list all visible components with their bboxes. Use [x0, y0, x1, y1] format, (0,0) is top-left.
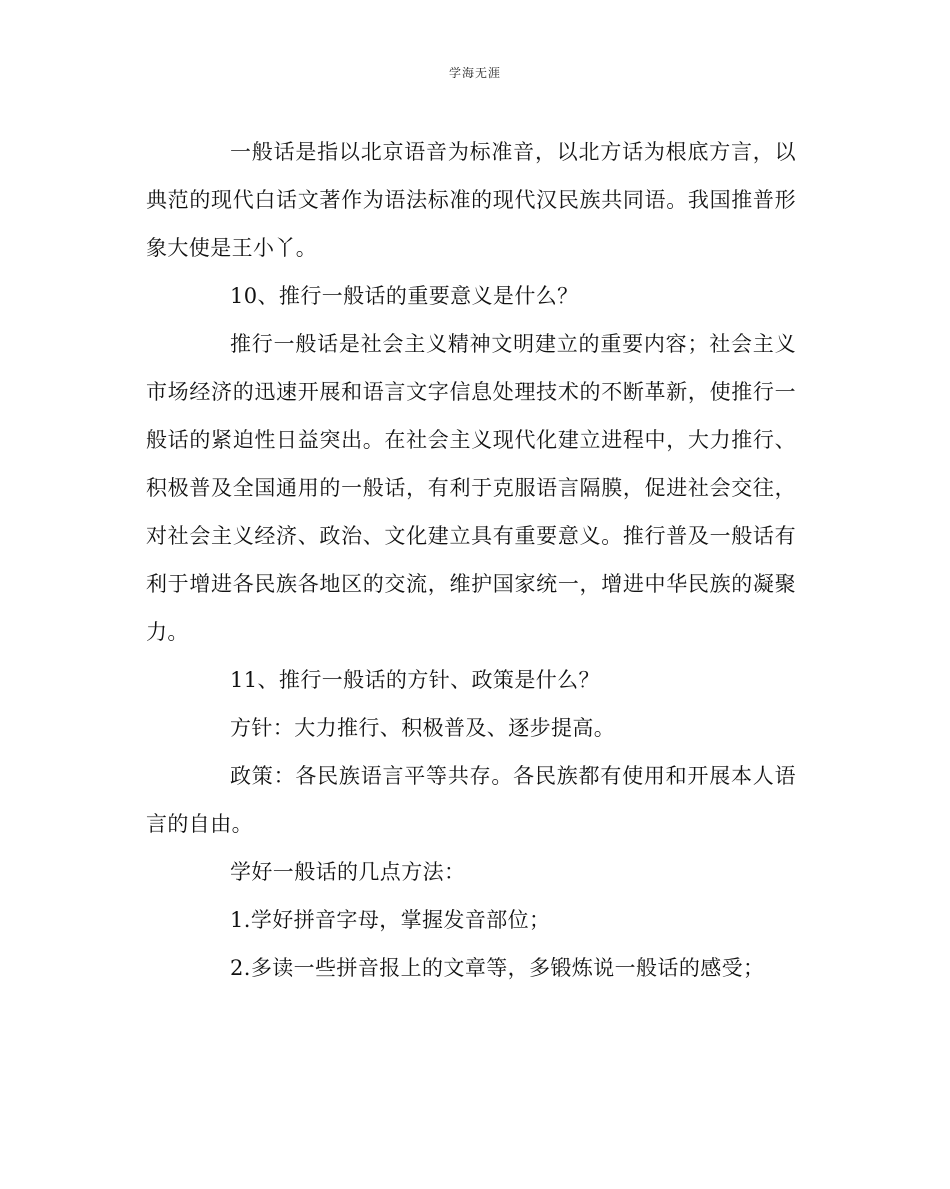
methods-heading: 学好一般话的几点方法：: [230, 860, 466, 884]
method-item-1: 1.学好拼音字母，掌握发音部位；: [230, 908, 551, 932]
paragraph-policy-guideline: 方针：大力推行、积极普及、逐步提高。: [230, 716, 616, 740]
document-body: [146, 128, 796, 992]
method-item-2: 2.多读一些拼音报上的文章等，多锻炼说一般话的感受；: [230, 956, 765, 980]
paragraph-significance: 推行一般话是社会主义精神文明建立的重要内容；社会主义市场经济的迅速开展和语言文字信息处理技术的不断革新，使推行一般话的紧迫性日益突出。在社会主义现代化建立进程中，大力推行、积极普及全国通用的一般话，有利于克服语言隔膜，促进社会交往，对社会主义经济、政治、文化建立具有重要意义。推行普及一般话有利于增进各民族各地区的交流，维护国家统一，增进中华民族的凝聚力。: [146, 332, 796, 644]
paragraph-policy: 政策：各民族语言平等共存。各民族都有使用和开展本人语言的自由。: [146, 764, 796, 836]
question-11: 11、推行一般话的方针、政策是什么？: [230, 668, 600, 692]
question-10: 10、推行一般话的重要意义是什么？: [230, 284, 579, 308]
page-header: 学海无涯: [448, 66, 501, 80]
paragraph-definition: 一般话是指以北京语音为标准音，以北方话为根底方言，以典范的现代白话文著作为语法标准的现代汉民族共同语。我国推普形象大使是王小丫。: [146, 140, 796, 260]
